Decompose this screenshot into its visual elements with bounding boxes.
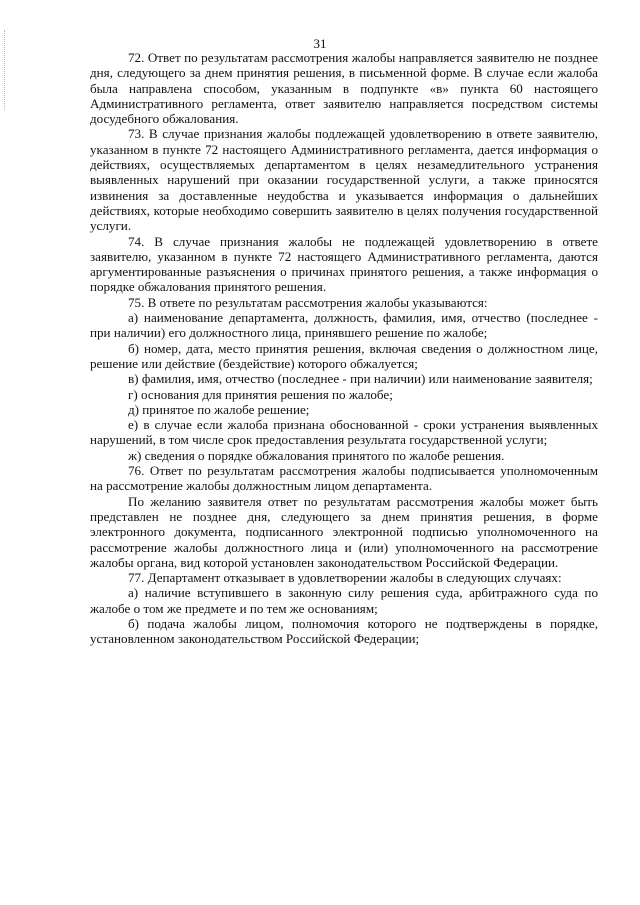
document-body (90, 50, 598, 647)
list-item-b: б) номер, дата, место принятия решения, включая сведения о должностном лице, решение или действие (бездействие) которого обжалуется; (90, 340, 598, 371)
refusal-item-b: б) подача жалобы лицом, полномочия которого не подтверждены в порядке, установленном законодательством Российской Федерации; (90, 615, 598, 647)
list-item-g: г) основания для принятия решения по жалобе; (128, 386, 393, 402)
paragraph-73: 73. В случае признания жалобы подлежащей удовлетворению в ответе заявителю, указанном в пункте 72 настоящего Административного регламента, дается информация о действиях, осуществляемых департаментом в целях незамедлительного устранения выявленных нарушений при оказании государственной услуги, а также приносятся извинения за доставленные неудобства и указывается информация о дальнейших действиях, которые необходимо совершить заявителю в целях получения государственной услуги. (90, 126, 598, 234)
paragraph-77: 77. Департамент отказывает в удовлетворении жалобы в следующих случаях: (128, 570, 562, 586)
list-item-a: а) наименование департамента, должность, фамилия, имя, отчество (последнее - при наличии) его должностного лица, принявшего решение по жалобе; (90, 310, 598, 341)
paragraph-72: 72. Ответ по результатам рассмотрения жалобы направляется заявителю не позднее дня, следующего за днем принятия решения, в письменной форме. В случае если жалоба была направлена способом, указанным в подпункте «в» пункта 60 настоящего Административного регламента, ответ заявителю направляется посредством системы досудебного обжалования. (90, 50, 598, 127)
paragraph-76-cont: По желанию заявителя ответ по результатам рассмотрения жалобы может быть представлен не позднее дня, следующего за днем принятия решения, в форме электронного документа, подписанного электронной подписью уполномоченного на рассмотрение жалобы должностного лица и (или) уполномоченного на рассмотрение жалобы органа, вид которой установлен законодательством Российской Федерации. (90, 493, 598, 570)
list-item-d: д) принятое по жалобе решение; (128, 401, 310, 417)
paragraph-75: 75. В ответе по результатам рассмотрения жалобы указываются: (128, 294, 488, 310)
paragraph-74: 74. В случае признания жалобы не подлежащей удовлетворению в ответе заявителю, указанном в пункте 72 настоящего Административного регламента, даются аргументированные разъяснения о причинах принятого решения, а также информация о порядке обжалования принятого решения. (90, 233, 598, 295)
paragraph-76: 76. Ответ по результатам рассмотрения жалобы подписывается уполномоченным на рассмотрение жалобы должностным лицом департамента. (90, 463, 598, 494)
page-number: 31 (313, 36, 327, 51)
list-item-e: е) в случае если жалоба признана обоснованной - сроки устранения выявленных нарушений, в том числе срок предоставления результата государственной услуги; (90, 417, 598, 448)
list-item-zh: ж) сведения о порядке обжалования принятого по жалобе решения. (128, 447, 505, 463)
list-item-v: в) фамилия, имя, отчество (последнее - при наличии) или наименование заявителя; (128, 371, 593, 387)
refusal-item-a: а) наличие вступившего в законную силу решения суда, арбитражного суда по жалобе о том же предмете и по тем же основаниям; (90, 585, 598, 616)
